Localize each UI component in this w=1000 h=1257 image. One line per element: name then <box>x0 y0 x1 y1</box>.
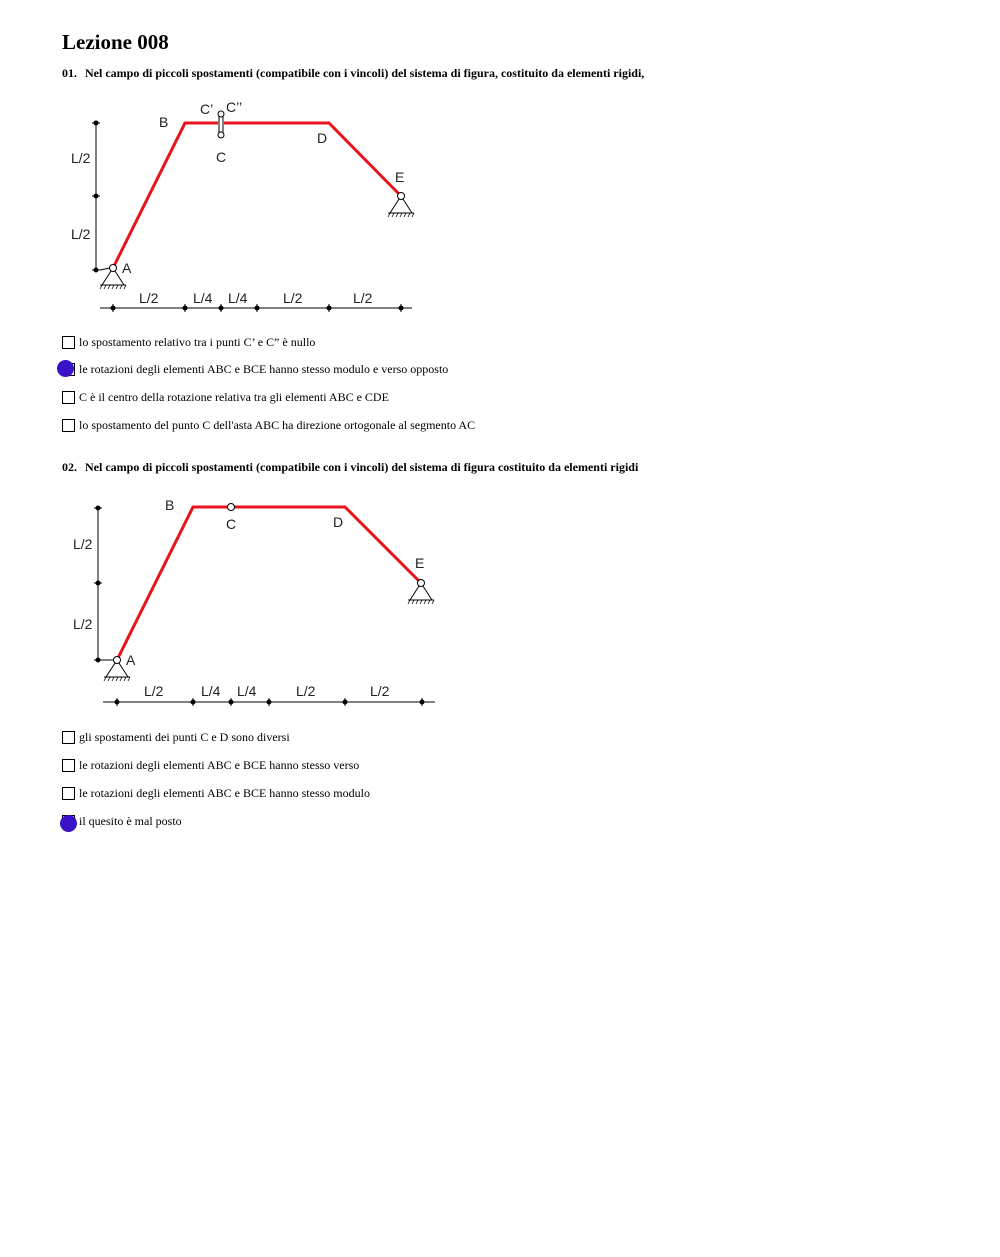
option-checkbox[interactable] <box>62 759 75 772</box>
point-label-c1: C’ <box>200 101 214 117</box>
horizontal-dim-label: L/4 <box>193 290 213 306</box>
point-label-c: C <box>226 516 237 532</box>
question-1-text: Nel campo di piccoli spostamenti (compatibile con i vincoli) del sistema di figura, costituito da elementi rigidi, <box>85 66 645 80</box>
option[interactable] <box>62 813 182 829</box>
vertical-dim-label: L/2 <box>73 536 93 552</box>
option-checkbox[interactable] <box>62 419 75 432</box>
point-label-c: C <box>216 149 227 165</box>
horizontal-dim-label: L/2 <box>353 290 373 306</box>
question-2-figure <box>55 490 445 725</box>
horizontal-dim-label: L/2 <box>144 683 164 699</box>
point-label-b: B <box>159 114 169 130</box>
question-2-header <box>62 460 638 475</box>
point-label-e: E <box>395 169 405 185</box>
option-label: lo spostamento relativo tra i punti C’ e C” è nullo <box>79 334 316 349</box>
point-label-c2: C’’ <box>226 99 243 115</box>
option[interactable] <box>62 757 359 773</box>
pin-support-e <box>388 193 414 218</box>
horizontal-dim-label: L/2 <box>283 290 303 306</box>
rigid-member-cde <box>224 123 401 196</box>
question-1-number: 01. <box>62 66 77 80</box>
rigid-member-abc <box>113 123 218 268</box>
option[interactable] <box>62 389 389 405</box>
option-checkbox[interactable] <box>62 787 75 800</box>
option-label: le rotazioni degli elementi ABC e BCE hanno stesso verso <box>79 757 360 772</box>
vertical-dimension-line <box>92 121 110 272</box>
horizontal-dimension-line <box>103 698 435 706</box>
option-label: lo spostamento del punto C dell'asta ABC ha direzione ortogonale al segmento AC <box>79 417 476 432</box>
option-label: le rotazioni degli elementi ABC e BCE hanno stesso modulo <box>79 785 370 800</box>
question-1-figure <box>55 95 435 330</box>
point-label-e: E <box>415 555 425 571</box>
pin-support-e <box>408 580 434 605</box>
option-label: gli spostamenti dei punti C e D sono diversi <box>79 729 290 744</box>
vertical-dimension-line <box>94 506 113 662</box>
vertical-dim-label: L/2 <box>73 616 93 632</box>
point-label-a: A <box>126 652 136 668</box>
option-label: il quesito è mal posto <box>79 813 182 828</box>
selected-answer-dot <box>60 815 77 832</box>
point-label-d: D <box>333 514 344 530</box>
question-2-number: 02. <box>62 460 77 474</box>
point-label-b: B <box>165 497 175 513</box>
option-label: C è il centro della rotazione relativa tra gli elementi ABC e CDE <box>79 389 389 404</box>
horizontal-dim-label: L/4 <box>228 290 248 306</box>
vertical-dim-label: L/2 <box>71 150 91 166</box>
horizontal-dim-label: L/4 <box>237 683 257 699</box>
hinge-c <box>228 504 235 511</box>
option-checkbox[interactable] <box>62 731 75 744</box>
option[interactable] <box>62 334 315 350</box>
option-checkbox[interactable] <box>62 391 75 404</box>
horizontal-dim-label: L/2 <box>139 290 159 306</box>
page-title: Lezione 008 <box>62 30 169 54</box>
point-label-d: D <box>317 130 328 146</box>
question-1-header <box>62 66 644 81</box>
question-2-text: Nel campo di piccoli spostamenti (compatibile con i vincoli) del sistema di figura costituito da elementi rigidi <box>85 460 639 474</box>
point-label-a: A <box>122 260 132 276</box>
horizontal-dim-label: L/4 <box>201 683 221 699</box>
option[interactable] <box>62 417 475 433</box>
horizontal-dim-label: L/2 <box>370 683 390 699</box>
option-checkbox[interactable] <box>62 336 75 349</box>
rigid-member-cde <box>231 507 421 583</box>
option[interactable] <box>62 361 448 377</box>
horizontal-dim-label: L/2 <box>296 683 316 699</box>
vertical-dim-label: L/2 <box>71 226 91 242</box>
rigid-member-abc <box>117 507 231 660</box>
option[interactable] <box>62 729 290 745</box>
option[interactable] <box>62 785 370 801</box>
selected-answer-dot <box>57 360 74 377</box>
option-label: le rotazioni degli elementi ABC e BCE hanno stesso modulo e verso opposto <box>79 361 449 376</box>
